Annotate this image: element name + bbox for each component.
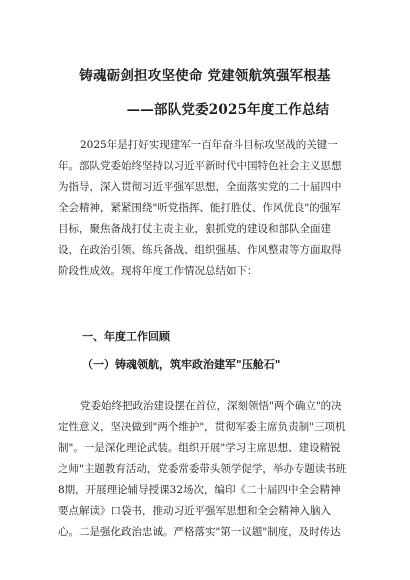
body-paragraph: [58, 396, 358, 543]
section-heading: 一、年度工作回顾: [82, 330, 170, 343]
paragraph-line: 设，在政治引领、练兵备战、组织强基、作风整肃等方面取得: [58, 244, 342, 256]
document-subtitle: ——部队党委2025年度工作总结: [126, 102, 330, 118]
paragraph-line: 目标，聚焦备战打仗主责主业，狠抓党的建设和部队全面建: [58, 223, 331, 235]
paragraph-line: 全会精神，紧紧围绕"听党指挥、能打胜仗、作风优良"的强军: [58, 202, 341, 214]
paragraph-line: 为指导，深入贯彻习近平强军思想，全面落实党的二十届四中: [58, 181, 342, 193]
document-title: 铸魂砺剑担攻坚使命 党建领航筑强军根基: [79, 68, 331, 84]
paragraph-line: 2025年是打好实现建军一百年奋斗目标攻坚战的关键一: [80, 139, 338, 151]
paragraph-line: 年。部队党委始终坚持以习近平新时代中国特色社会主义思想: [58, 160, 342, 172]
paragraph-line: 要点解读》口袋书，推动习近平强军思想和全会精神入脑入: [58, 505, 331, 517]
subsection-heading: （一）铸魂领航，筑牢政治建军"压舱石": [82, 358, 281, 371]
paragraph-line: 党委始终把政治建设摆在首位，深刻领悟"两个确立"的决: [80, 400, 342, 412]
paragraph-line: 之师"主题教育活动，党委常委带头领学促学，举办专题读书班: [58, 463, 347, 475]
intro-paragraph: [58, 135, 358, 282]
paragraph-line: 8期，开展理论辅导授课32场次，编印《二十届四中全会精神: [58, 484, 341, 496]
paragraph-line: 心。二是强化政治忠诚。严格落实"第一议题"制度，及时传达: [58, 526, 341, 538]
paragraph-line: 阶段性成效。现将年度工作情况总结如下：: [58, 265, 258, 277]
paragraph-line: 制"。一是深化理论武装。组织开展"学习主席思想、建设精锐: [58, 442, 341, 454]
paragraph-line: 定性意义，坚决做到"两个维护"，贯彻军委主席负责制"三项机: [58, 421, 346, 433]
